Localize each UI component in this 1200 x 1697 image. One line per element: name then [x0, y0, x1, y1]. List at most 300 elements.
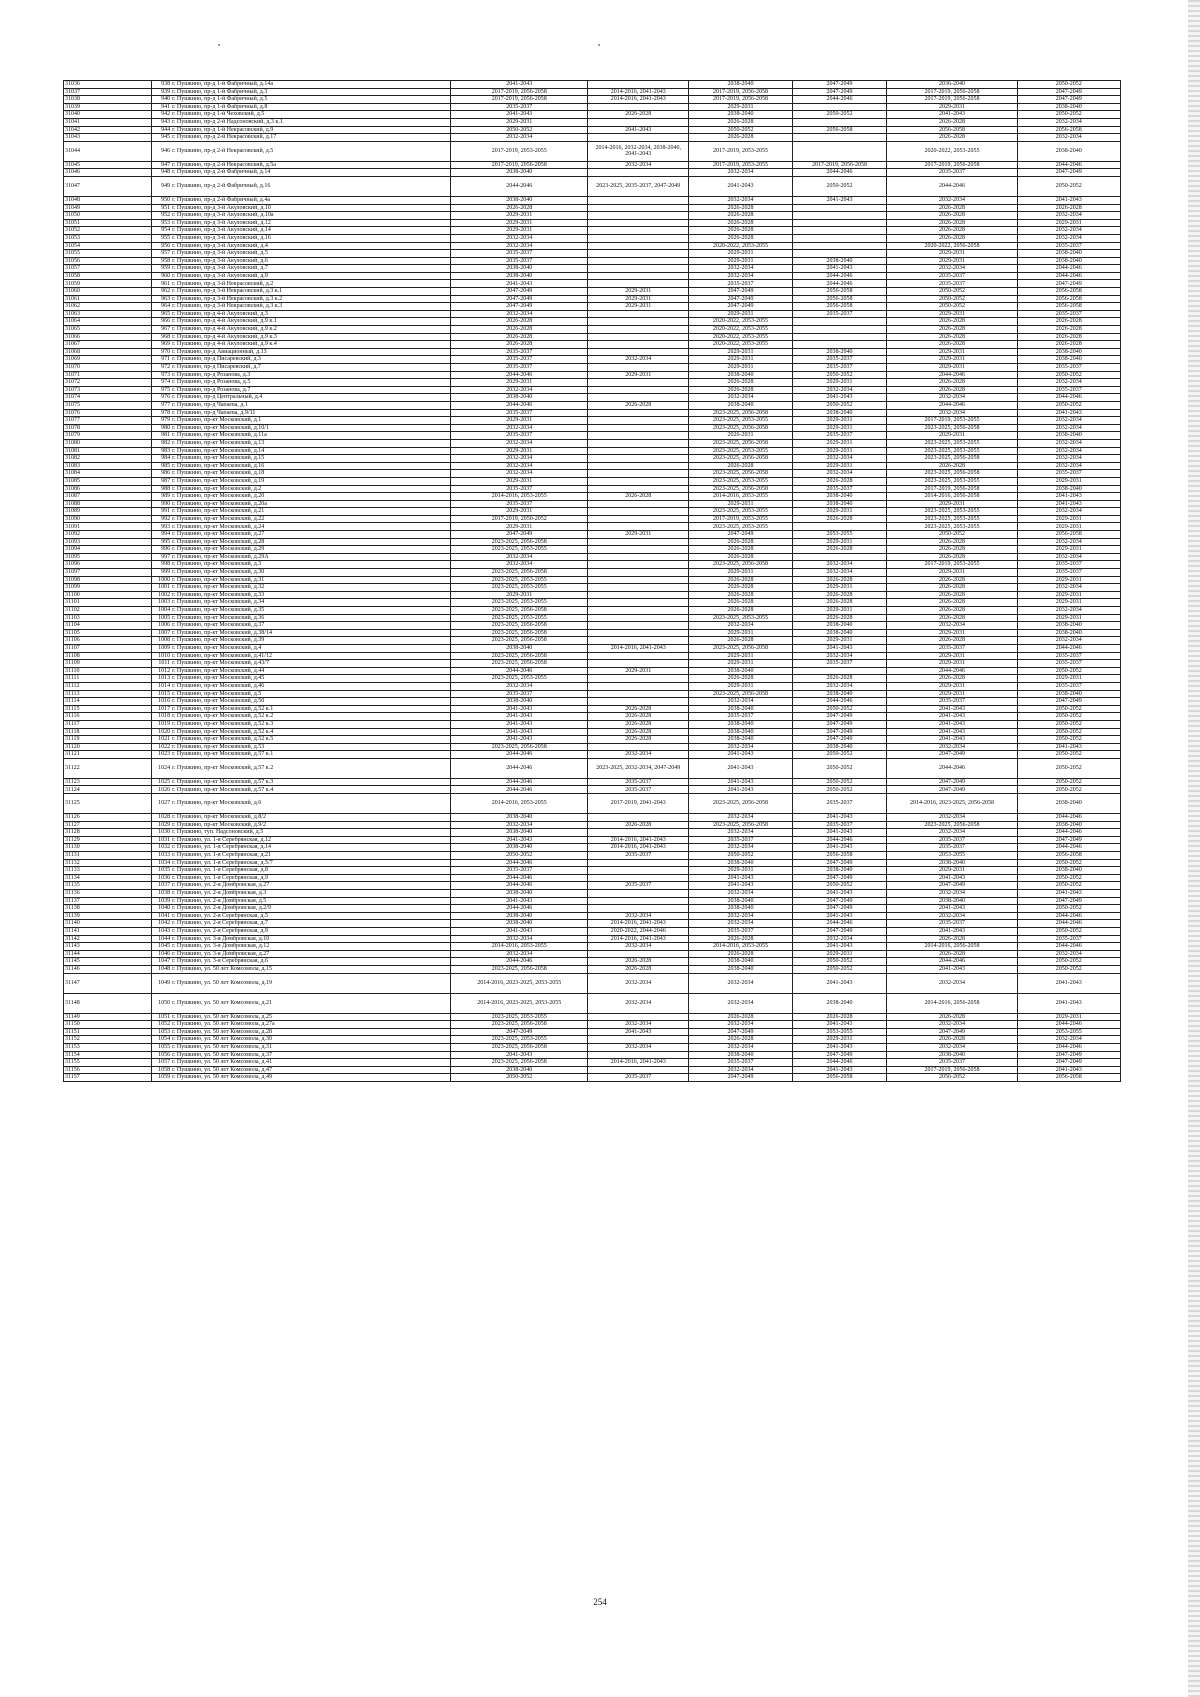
table-row [64, 439, 1121, 447]
period-cell-3: 2023-2025, 2056-2058 [689, 424, 792, 432]
period-cell-6: 2029-2031 [1017, 614, 1120, 622]
period-cell-1: 2029-2031 [451, 227, 588, 235]
row-id-cell: 31041 [64, 118, 152, 126]
table-row [64, 728, 1121, 736]
period-cell-5: 2041-2043 [887, 728, 1017, 736]
period-cell-3: 2023-2025, 2056-2058 [689, 561, 792, 569]
period-cell-1: 2029-2031 [451, 118, 588, 126]
period-cell-5: 2032-2034 [887, 1021, 1017, 1029]
period-cell-3: 2038-2040 [689, 905, 792, 913]
row-number-cell: 1034 [152, 859, 171, 867]
table-row [64, 1013, 1121, 1021]
table-row [64, 1059, 1121, 1067]
period-cell-4: 2035-2037 [792, 310, 887, 318]
row-id-cell: 31112 [64, 682, 152, 690]
address-cell: г. Пушкино, пр-д 4-й Акуловский, д.9 к.4 [171, 341, 451, 349]
address-cell: г. Пушкино, пр-кт Московский, д.34 [171, 599, 451, 607]
period-cell-4 [792, 134, 887, 142]
table-row [64, 1036, 1121, 1044]
period-cell-5: 2035-2037 [887, 920, 1017, 928]
period-cell-5: 2023-2025, 2056-2058 [887, 470, 1017, 478]
address-cell: г. Пушкино, пр-кт Московский, д.27 [171, 531, 451, 539]
period-cell-2 [588, 280, 689, 288]
period-cell-2: 2026-2028 [588, 720, 689, 728]
row-number-cell: 1054 [152, 1036, 171, 1044]
period-cell-1: 2032-2034 [451, 950, 588, 958]
period-cell-1: 2029-2031 [451, 447, 588, 455]
period-cell-2 [588, 432, 689, 440]
row-id-cell: 31065 [64, 326, 152, 334]
row-number-cell: 1037 [152, 882, 171, 890]
address-cell: г. Пушкино, пр-д 3-й Некрасовский, д.2 [171, 280, 451, 288]
row-id-cell: 31075 [64, 401, 152, 409]
table-row [64, 821, 1121, 829]
row-number-cell: 1016 [152, 698, 171, 706]
period-cell-3: 2023-2025, 2056-2058 [689, 794, 792, 814]
row-id-cell: 31077 [64, 417, 152, 425]
row-number-cell: 1026 [152, 786, 171, 794]
period-cell-5: 2032-2034 [887, 973, 1017, 993]
row-number-cell: 982 [152, 439, 171, 447]
period-cell-1: 2029-2031 [451, 508, 588, 516]
period-cell-6: 2038-2040 [1017, 794, 1120, 814]
address-cell: г. Пушкино, пр-д Розанова, д.7 [171, 386, 451, 394]
period-cell-5: 2041-2043 [887, 927, 1017, 935]
period-cell-5: 2023-2025, 2053-2055 [887, 477, 1017, 485]
period-cell-6: 2029-2031 [1017, 576, 1120, 584]
period-cell-5: 2035-2037 [887, 272, 1017, 280]
table-row [64, 318, 1121, 326]
period-cell-3: 2026-2028 [689, 386, 792, 394]
period-cell-6: 2050-2052 [1017, 882, 1120, 890]
period-cell-3: 2023-2025, 2056-2058 [689, 644, 792, 652]
period-cell-1: 2023-2025, 2056-2058 [451, 743, 588, 751]
row-number-cell: 954 [152, 227, 171, 235]
row-number-cell: 938 [152, 81, 171, 89]
period-cell-2: 2032-2034 [588, 751, 689, 759]
row-id-cell: 31073 [64, 386, 152, 394]
table-row [64, 257, 1121, 265]
period-cell-6: 2032-2034 [1017, 439, 1120, 447]
address-cell: г. Пушкино, пр-кт Московский, д.15 [171, 455, 451, 463]
period-cell-1: 2035-2037 [451, 432, 588, 440]
scan-edge-artifact [1188, 0, 1200, 1697]
row-number-cell: 1004 [152, 607, 171, 615]
period-cell-2: 2032-2034 [588, 1021, 689, 1029]
period-cell-1: 2026-2028 [451, 326, 588, 334]
row-number-cell: 1046 [152, 950, 171, 958]
period-cell-2 [588, 477, 689, 485]
period-cell-5: 2053-2055 [887, 852, 1017, 860]
period-cell-4: 2029-2031 [792, 950, 887, 958]
period-cell-3: 2038-2040 [689, 667, 792, 675]
row-id-cell: 31117 [64, 720, 152, 728]
period-cell-6: 2047-2049 [1017, 169, 1120, 177]
address-cell: г. Пушкино, пр-д 1-й Фабричный, д.5 [171, 96, 451, 104]
period-cell-4: 2038-2040 [792, 493, 887, 501]
period-cell-4: 2032-2034 [792, 386, 887, 394]
period-cell-2 [588, 1066, 689, 1074]
row-number-cell: 1024 [152, 758, 171, 778]
period-cell-6: 2050-2052 [1017, 958, 1120, 966]
period-cell-1: 2029-2031 [451, 212, 588, 220]
row-number-cell: 1036 [152, 874, 171, 882]
row-number-cell: 990 [152, 500, 171, 508]
period-cell-3: 2032-2034 [689, 1021, 792, 1029]
period-cell-1: 2038-2040 [451, 265, 588, 273]
table-row [64, 364, 1121, 372]
period-cell-5: 2023-2025, 2053-2055 [887, 439, 1017, 447]
period-cell-2: 2014-2016, 2041-2043 [588, 96, 689, 104]
address-cell: г. Пушкино, пр-кт Московский, д.37 [171, 622, 451, 630]
address-cell: г. Пушкино, пр-кт Московский, д.28 [171, 538, 451, 546]
period-cell-3: 2041-2043 [689, 758, 792, 778]
period-cell-4: 2050-2052 [792, 882, 887, 890]
period-cell-2 [588, 515, 689, 523]
period-cell-4: 2056-2058 [792, 303, 887, 311]
period-cell-1: 2032-2034 [451, 310, 588, 318]
period-cell-1: 2023-2025, 2056-2058 [451, 538, 588, 546]
row-id-cell: 31100 [64, 591, 152, 599]
row-number-cell: 967 [152, 326, 171, 334]
period-cell-2 [588, 569, 689, 577]
row-number-cell: 1009 [152, 644, 171, 652]
period-cell-1: 2032-2034 [451, 242, 588, 250]
address-cell: г. Пушкино, ул. 50 лет Комсомола, д.30 [171, 1036, 451, 1044]
period-cell-2 [588, 196, 689, 204]
table-row [64, 1043, 1121, 1051]
period-cell-3: 2026-2028 [689, 118, 792, 126]
period-cell-4: 2029-2031 [792, 538, 887, 546]
period-cell-3: 2026-2028 [689, 1013, 792, 1021]
period-cell-2: 2023-2025, 2032-2034, 2047-2049 [588, 758, 689, 778]
table-row [64, 667, 1121, 675]
address-cell: г. Пушкино, ул. 2-я Серебрянская, д.7 [171, 920, 451, 928]
address-cell: г. Пушкино, пр-кт Московский, д.57 к.2 [171, 758, 451, 778]
period-cell-4: 2044-2046 [792, 920, 887, 928]
period-cell-4 [792, 212, 887, 220]
period-cell-6: 2041-2043 [1017, 743, 1120, 751]
period-cell-6: 2044-2046 [1017, 161, 1120, 169]
address-cell: г. Пушкино, пр-кт Московский, д.46 [171, 682, 451, 690]
table-row [64, 111, 1121, 119]
period-cell-4: 2047-2049 [792, 874, 887, 882]
period-cell-3: 2023-2025, 2056-2058 [689, 485, 792, 493]
period-cell-2 [588, 599, 689, 607]
period-cell-5: 2041-2043 [887, 965, 1017, 973]
row-id-cell: 31133 [64, 867, 152, 875]
table-row [64, 844, 1121, 852]
row-number-cell: 1027 [152, 794, 171, 814]
period-cell-4: 2044-2046 [792, 96, 887, 104]
row-id-cell: 31082 [64, 455, 152, 463]
period-cell-1: 2050-2052 [451, 126, 588, 134]
address-cell: г. Пушкино, пр-кт Московский, д.6 [171, 794, 451, 814]
address-cell: г. Пушкино, ул. 1-я Серебрянская, д.5/7 [171, 859, 451, 867]
row-number-cell: 995 [152, 538, 171, 546]
period-cell-5: 2026-2028 [887, 1013, 1017, 1021]
period-cell-4: 2044-2046 [792, 836, 887, 844]
address-cell: г. Пушкино, ул. 50 лет Комсомола, д.21 [171, 993, 451, 1013]
period-cell-2: 2026-2028 [588, 965, 689, 973]
period-cell-5: 2047-2049 [887, 778, 1017, 786]
period-cell-3: 2026-2028 [689, 546, 792, 554]
row-id-cell: 31044 [64, 141, 152, 161]
row-id-cell: 31127 [64, 821, 152, 829]
period-cell-5: 2026-2028 [887, 341, 1017, 349]
row-id-cell: 31042 [64, 126, 152, 134]
period-cell-2 [588, 508, 689, 516]
period-cell-1: 2032-2034 [451, 386, 588, 394]
period-cell-5: 2056-2052 [887, 1074, 1017, 1082]
period-cell-4 [792, 141, 887, 161]
row-number-cell: 965 [152, 310, 171, 318]
address-cell: г. Пушкино, пр-кт Московский, д.11а [171, 432, 451, 440]
period-cell-5: 2026-2028 [887, 546, 1017, 554]
period-cell-3: 2035-2037 [689, 927, 792, 935]
period-cell-3: 2026-2028 [689, 134, 792, 142]
period-cell-6: 2041-2043 [1017, 493, 1120, 501]
row-number-cell: 943 [152, 118, 171, 126]
table-row [64, 950, 1121, 958]
period-cell-3: 2026-2031 [689, 432, 792, 440]
row-id-cell: 31123 [64, 778, 152, 786]
table-row [64, 379, 1121, 387]
period-cell-2 [588, 219, 689, 227]
row-id-cell: 31060 [64, 288, 152, 296]
period-cell-6: 2047-2049 [1017, 698, 1120, 706]
period-cell-2: 2032-2034 [588, 912, 689, 920]
period-cell-3: 2017-2019, 2053-2055 [689, 515, 792, 523]
row-id-cell: 31106 [64, 637, 152, 645]
row-id-cell: 31066 [64, 333, 152, 341]
table-row [64, 134, 1121, 142]
period-cell-3: 2032-2034 [689, 993, 792, 1013]
period-cell-5: 2029-2031 [887, 629, 1017, 637]
table-row [64, 852, 1121, 860]
period-cell-5: 2029-2031 [887, 103, 1017, 111]
period-cell-4: 2050-2052 [792, 371, 887, 379]
period-cell-4: 2041-2043 [792, 973, 887, 993]
table-row [64, 561, 1121, 569]
period-cell-1: 2032-2034 [451, 935, 588, 943]
row-id-cell: 31141 [64, 927, 152, 935]
row-number-cell: 993 [152, 523, 171, 531]
row-id-cell: 31081 [64, 447, 152, 455]
period-cell-4 [792, 242, 887, 250]
address-cell: г. Пушкино, ул. 3-я Серебрянская, д.6 [171, 958, 451, 966]
period-cell-1: 2035-2037 [451, 364, 588, 372]
address-cell: г. Пушкино, пр-д 2-й Некрасовский, д.17 [171, 134, 451, 142]
period-cell-4: 2044-2046 [792, 698, 887, 706]
row-number-cell: 985 [152, 462, 171, 470]
period-cell-4: 2038-2040 [792, 993, 887, 1013]
address-cell: г. Пушкино, пр-д 3-й Некрасовский, д.3 к.2 [171, 295, 451, 303]
row-id-cell: 31090 [64, 515, 152, 523]
row-number-cell: 1010 [152, 652, 171, 660]
row-id-cell: 31043 [64, 134, 152, 142]
period-cell-4: 2026-2028 [792, 599, 887, 607]
period-cell-2 [588, 103, 689, 111]
period-cell-6: 2032-2034 [1017, 950, 1120, 958]
row-id-cell: 31053 [64, 234, 152, 242]
row-id-cell: 31128 [64, 829, 152, 837]
row-number-cell: 1047 [152, 958, 171, 966]
period-cell-4: 2047-2049 [792, 905, 887, 913]
row-id-cell: 31079 [64, 432, 152, 440]
period-cell-2 [588, 272, 689, 280]
period-cell-2 [588, 1036, 689, 1044]
period-cell-3: 2029-2031 [689, 310, 792, 318]
period-cell-5: 2047-2049 [887, 882, 1017, 890]
row-id-cell: 31101 [64, 599, 152, 607]
period-cell-6: 2050-2052 [1017, 736, 1120, 744]
period-cell-4: 2047-2049 [792, 713, 887, 721]
address-cell: г. Пушкино, ул. 1-я Серебрянская, д.14 [171, 844, 451, 852]
period-cell-3: 2038-2040 [689, 371, 792, 379]
row-id-cell: 31135 [64, 882, 152, 890]
period-cell-5: 2026-2028 [887, 950, 1017, 958]
period-cell-3: 2032-2034 [689, 698, 792, 706]
period-cell-1: 2023-2025, 2053-2055 [451, 614, 588, 622]
period-cell-3: 2038-2040 [689, 401, 792, 409]
period-cell-4: 2041-2043 [792, 829, 887, 837]
period-cell-1: 2035-2037 [451, 250, 588, 258]
row-id-cell: 31104 [64, 622, 152, 630]
row-number-cell: 1038 [152, 890, 171, 898]
table-row [64, 874, 1121, 882]
period-cell-2: 2032-2034 [588, 356, 689, 364]
period-cell-6: 2038-2040 [1017, 867, 1120, 875]
row-number-cell: 1057 [152, 1059, 171, 1067]
period-cell-5: 2026-2028 [887, 538, 1017, 546]
period-cell-6: 2044-2046 [1017, 844, 1120, 852]
period-cell-2: 2014-2016, 2041-2043 [588, 1059, 689, 1067]
table-row [64, 176, 1121, 196]
period-cell-1: 2026-2028 [451, 341, 588, 349]
period-cell-6: 2032-2034 [1017, 234, 1120, 242]
period-cell-1: 2041-2043 [451, 705, 588, 713]
row-number-cell: 958 [152, 257, 171, 265]
period-cell-3: 2032-2034 [689, 829, 792, 837]
address-cell: г. Пушкино, пр-кт Московский, д.31 [171, 576, 451, 584]
period-cell-2 [588, 814, 689, 822]
period-cell-1: 2023-2025, 2053-2055 [451, 599, 588, 607]
period-cell-6: 2026-2028 [1017, 318, 1120, 326]
period-cell-4: 2041-2043 [792, 1066, 887, 1074]
table-row [64, 303, 1121, 311]
period-cell-3: 2032-2034 [689, 1043, 792, 1051]
period-cell-4: 2041-2043 [792, 814, 887, 822]
period-cell-5: 2029-2031 [887, 257, 1017, 265]
row-id-cell: 31074 [64, 394, 152, 402]
period-cell-4 [792, 219, 887, 227]
address-cell: г. Пушкино, пр-д 1-й Чеховский, д.5 [171, 111, 451, 119]
period-cell-4: 2044-2046 [792, 272, 887, 280]
address-cell: г. Пушкино, пр-кт Московский, д.52 к.3 [171, 720, 451, 728]
address-cell: г. Пушкино, пр-кт Московский, д.30 [171, 569, 451, 577]
period-cell-1: 2044-2046 [451, 401, 588, 409]
row-id-cell: 31155 [64, 1059, 152, 1067]
period-cell-1: 2041-2043 [451, 1051, 588, 1059]
period-cell-5: 2035-2037 [887, 1059, 1017, 1067]
period-cell-6: 2050-2052 [1017, 728, 1120, 736]
address-cell: г. Пушкино, ул. 3-я Домбровская, д.10 [171, 935, 451, 943]
table-row [64, 424, 1121, 432]
period-cell-1: 2044-2046 [451, 905, 588, 913]
row-id-cell: 31046 [64, 169, 152, 177]
period-cell-1: 2044-2046 [451, 778, 588, 786]
period-cell-6: 2035-2037 [1017, 310, 1120, 318]
table-row [64, 698, 1121, 706]
period-cell-1: 2014-2016, 2023-2025, 2053-2055 [451, 973, 588, 993]
period-cell-4: 2041-2043 [792, 943, 887, 951]
period-cell-3: 2032-2034 [689, 912, 792, 920]
row-number-cell: 1050 [152, 993, 171, 1013]
row-number-cell: 945 [152, 134, 171, 142]
period-cell-3: 2020-2022, 2053-2055 [689, 333, 792, 341]
row-id-cell: 31131 [64, 852, 152, 860]
row-id-cell: 31130 [64, 844, 152, 852]
table-row [64, 417, 1121, 425]
period-cell-1: 2023-2025, 2053-2055 [451, 675, 588, 683]
period-cell-6: 2038-2040 [1017, 485, 1120, 493]
address-cell: г. Пушкино, пр-д 3-й Некрасовский, д.3 к.3 [171, 303, 451, 311]
period-cell-5: 2032-2034 [887, 265, 1017, 273]
period-cell-6: 2056-2058 [1017, 295, 1120, 303]
table-row [64, 890, 1121, 898]
row-id-cell: 31118 [64, 728, 152, 736]
address-cell: г. Пушкино, ул. 50 лет Комсомола, д.47 [171, 1066, 451, 1074]
period-cell-3: 2026-2028 [689, 219, 792, 227]
row-id-cell: 31099 [64, 584, 152, 592]
period-cell-5: 2029-2031 [887, 652, 1017, 660]
period-cell-4: 2053-2055 [792, 1028, 887, 1036]
period-cell-2 [588, 341, 689, 349]
period-cell-5: 2026-2028 [887, 599, 1017, 607]
period-cell-1: 2035-2037 [451, 356, 588, 364]
period-cell-2 [588, 318, 689, 326]
period-cell-1: 2029-2031 [451, 591, 588, 599]
period-cell-1: 2041-2043 [451, 728, 588, 736]
address-cell: г. Пушкино, пр-кт Московский, д.52 к.5 [171, 736, 451, 744]
address-cell: г. Пушкино, пр-д 3-й Акуловский, д.16 [171, 234, 451, 242]
period-cell-2: 2026-2028 [588, 713, 689, 721]
period-cell-5: 2044-2046 [887, 667, 1017, 675]
period-cell-5: 2023-2025, 2056-2058 [887, 455, 1017, 463]
period-cell-1: 2029-2031 [451, 379, 588, 387]
table-row [64, 265, 1121, 273]
period-cell-2 [588, 424, 689, 432]
period-cell-5: 2032-2034 [887, 622, 1017, 630]
period-cell-2 [588, 614, 689, 622]
period-cell-2 [588, 439, 689, 447]
period-cell-4: 2044-2046 [792, 1059, 887, 1067]
address-cell: г. Пушкино, пр-кт Московский, д.43/7 [171, 660, 451, 668]
period-cell-3: 2029-2031 [689, 356, 792, 364]
table-row [64, 993, 1121, 1013]
period-cell-2 [588, 462, 689, 470]
period-cell-5: 2050-2052 [887, 295, 1017, 303]
period-cell-4: 2050-2052 [792, 111, 887, 119]
period-cell-3: 2026-2028 [689, 553, 792, 561]
row-number-cell: 959 [152, 265, 171, 273]
period-cell-3: 2026-2028 [689, 675, 792, 683]
period-cell-1: 2035-2037 [451, 348, 588, 356]
table-row [64, 1028, 1121, 1036]
period-cell-6: 2038-2040 [1017, 257, 1120, 265]
period-cell-3: 2047-2049 [689, 1028, 792, 1036]
